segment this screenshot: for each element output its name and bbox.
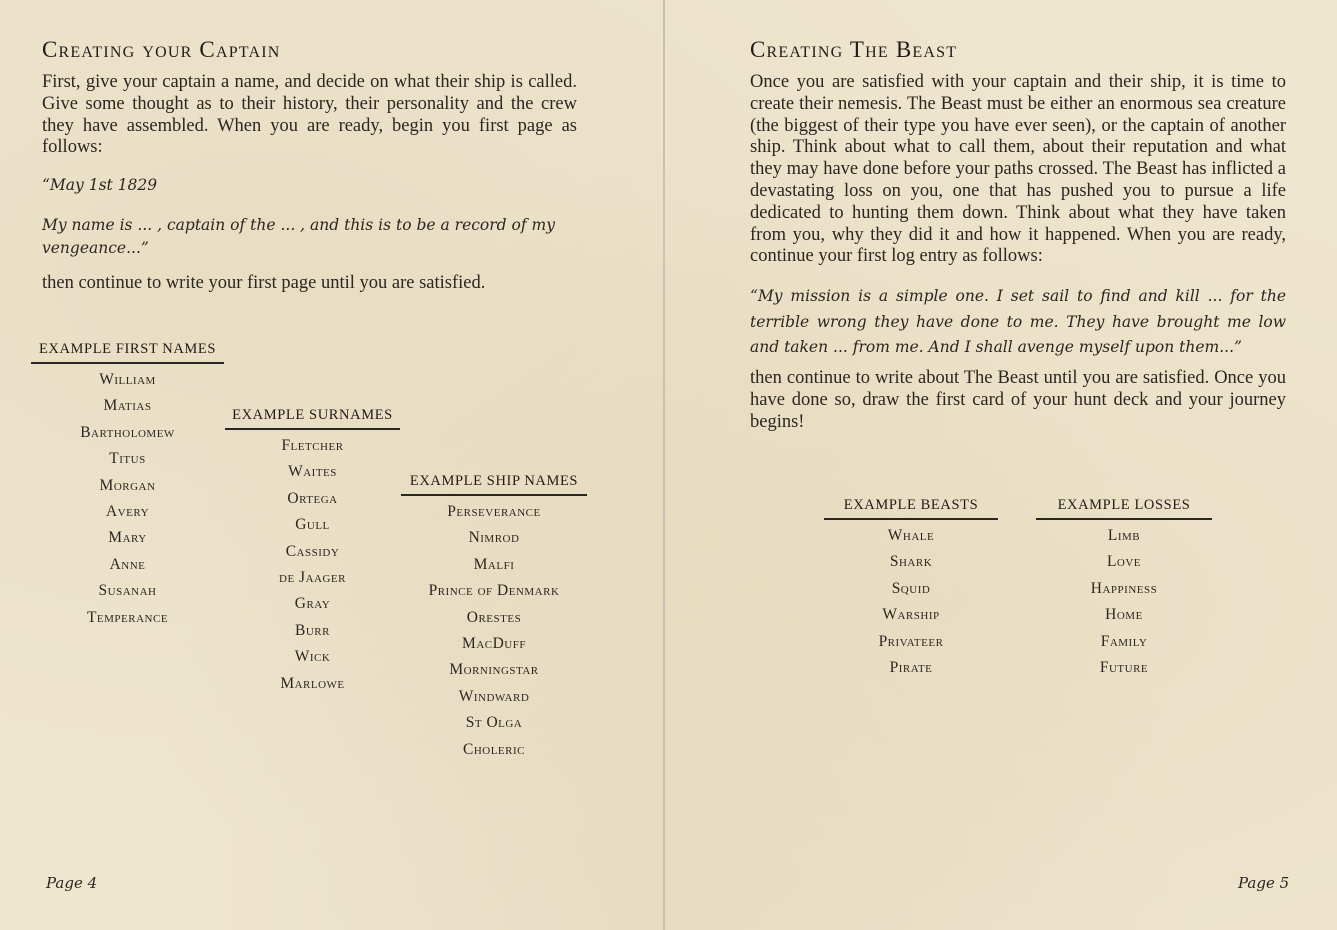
quote-line: My name is ... , captain of the ... , and this is to be a record of my vengeance...” [42, 216, 555, 257]
list-item: Home [1105, 606, 1143, 624]
list-item: Bartholomew [80, 423, 175, 441]
list-item: Warship [882, 606, 940, 624]
list-item: Ortega [287, 489, 338, 507]
list-item: Fletcher [281, 437, 344, 454]
beast-heading: Creating The Beast [750, 37, 958, 62]
list-item: Morgan [99, 476, 156, 494]
list-item: Titus [109, 450, 146, 468]
list-item: Family [1100, 632, 1148, 650]
ship-names-header: EXAMPLE SHIP NAMES [401, 473, 587, 496]
beast-intro: Once you are satisfied with your captain and their ship, it is time to create their nemesis. The Beast must be either an enormous sea creature (the biggest of their type you have ever seen), or the captain of another ship. Think about what to call them, about their reputation and what they may have done before your paths crossed. The Beast has inflicted a devastating loss on you, one that has pushed you to pursue a life dedicated to hunting them down. Think about what they have taken from you, why they did it and how it happened. When you are ready, continue your first log entry as follows: [750, 72, 1286, 267]
list-item: William [99, 371, 156, 388]
list-item: Gull [295, 516, 330, 534]
list-item: Choleric [462, 740, 525, 758]
list-item: Love [1106, 553, 1142, 571]
surnames-header: EXAMPLE SURNAMES [225, 407, 400, 430]
list-item: Orestes [466, 608, 522, 626]
list-item: Avery [105, 502, 150, 520]
list-item: Cassidy [285, 542, 340, 560]
list-item: Happiness [1090, 579, 1158, 597]
list-item: Mary [108, 529, 147, 547]
beasts-header: EXAMPLE BEASTS [824, 497, 998, 520]
page-number-left: Page 4 [46, 874, 98, 892]
page-number-right: Page 5 [1238, 874, 1290, 892]
surnames-list [225, 433, 400, 697]
list-item: Nimrod [468, 529, 520, 547]
losses-header: EXAMPLE LOSSES [1036, 497, 1212, 520]
list-item: Susanah [98, 582, 157, 600]
beast-outro: then continue to write about The Beast until you are satisfied. Once you have done so, draw the first card of your hunt deck and your journey begins! [750, 368, 1286, 432]
first-names-list [31, 367, 224, 631]
ship-names-list [401, 499, 587, 763]
beasts-list [824, 523, 998, 681]
list-item: Future [1099, 658, 1149, 676]
list-item: Anne [109, 555, 146, 573]
list-item: Morningstar [449, 661, 539, 679]
list-item: Pirate [889, 658, 933, 676]
list-item: Shark [889, 553, 933, 571]
list-item: Temperance [86, 608, 169, 626]
list-item: Wick [294, 648, 331, 666]
left-page [0, 0, 664, 930]
list-item: Matias [103, 397, 152, 415]
page-gutter [663, 0, 665, 930]
list-item: de Jaager [279, 568, 346, 586]
list-item: Privateer [878, 632, 944, 650]
list-item: Prince of Denmark [428, 582, 560, 600]
list-item: Squid [891, 579, 931, 597]
captain-outro: then continue to write your first page until you are satisfied. [42, 273, 486, 293]
captain-heading: Creating your Captain [42, 37, 281, 62]
list-item: Perseverance [447, 503, 541, 520]
list-item: Windward [458, 687, 530, 705]
list-item: MacDuff [462, 634, 526, 652]
right-page [666, 0, 1337, 930]
list-item: Waites [288, 463, 337, 481]
list-item: Whale [887, 527, 935, 544]
list-item: St Olga [465, 714, 523, 732]
quote-date: “May 1st 1829 [42, 176, 158, 194]
list-item: Limb [1107, 527, 1141, 544]
list-item: Malfi [473, 555, 515, 573]
beast-quote: “My mission is a simple one. I set sail to find and kill ... for the terrible wrong they have done to me. They have brought me low and taken ... from me. And I shall avenge myself upon them...” [750, 287, 1286, 356]
list-item: Marlowe [280, 674, 345, 692]
captain-intro: First, give your captain a name, and decide on what their ship is called. Give some thought as to their history, their personality and the crew they have assembled. When you are ready, begin you first page as follows: [42, 72, 577, 158]
list-item: Gray [294, 595, 331, 613]
losses-list [1036, 523, 1212, 681]
first-names-header: EXAMPLE FIRST NAMES [31, 341, 224, 364]
list-item: Burr [295, 621, 330, 639]
